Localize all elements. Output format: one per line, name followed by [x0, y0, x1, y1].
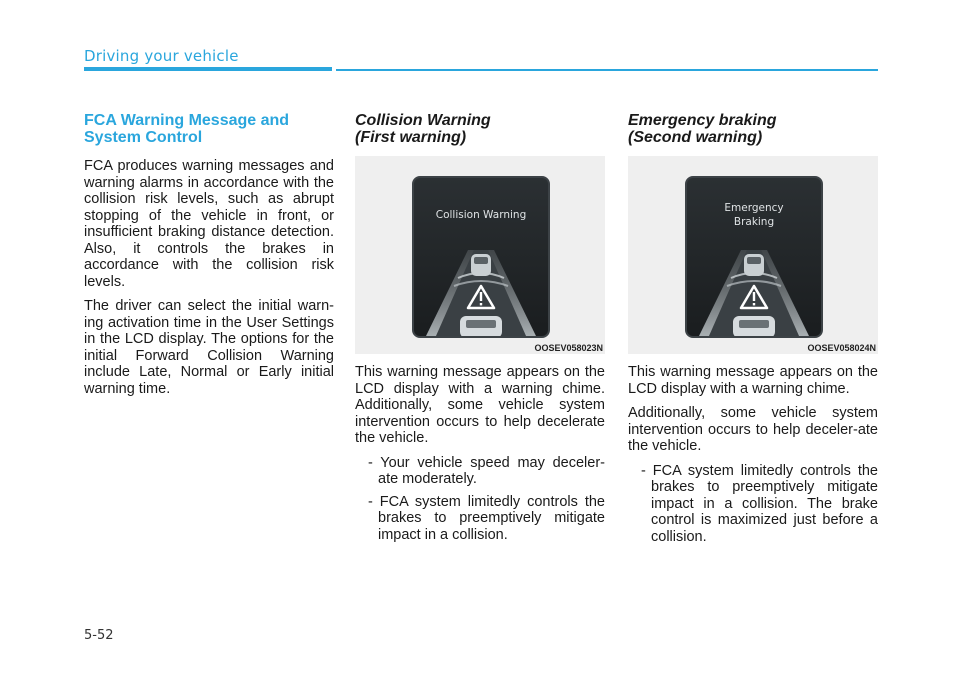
paragraph-1: This warning message appears on the LCD display with a warning chime. Additionally, some vehicle system intervention occurs to help decelerate the vehicle. [355, 364, 605, 446]
car-front-icon [744, 254, 764, 276]
section-title: Driving your vehicle [84, 47, 239, 65]
paragraph-1: This warning message appears on the LCD display with a warning chime. [628, 364, 878, 397]
column-fca-warning [84, 112, 334, 405]
screen-message-line-1: Emergency [724, 202, 784, 214]
figure-emergency-braking [628, 156, 878, 354]
screen-message: Collision Warning [435, 209, 527, 221]
lcd-display [412, 176, 550, 338]
bullet-1: - Your vehicle speed may deceler-ate moderately. [368, 454, 605, 487]
column-collision-warning [355, 112, 605, 549]
heading-emergency-braking [628, 112, 878, 146]
car-front-icon [471, 254, 491, 276]
paragraph-1: FCA produces warning messages and warning alarms in accordance with the collision risk levels, such as abrupt stopping of the vehicle in front, or insufficient braking distance detection. Also, it controls the brakes in accordance with the collision risk levels. [84, 158, 334, 290]
figure-collision-warning [355, 156, 605, 354]
header-rule-thick [84, 67, 332, 71]
header-rule-thin [336, 69, 878, 71]
road-scene [414, 178, 548, 336]
bullet-1: - FCA system limitedly controls the brakes to preemptively mitigate impact in a collision. The brake control is maximized just before a collision. [641, 462, 878, 545]
heading-fca-warning [84, 112, 334, 146]
heading-line-2: System Control [84, 129, 203, 146]
heading-line-2: (Second warning) [628, 129, 763, 146]
bullet-2: - FCA system limitedly controls the brakes to preemptively mitigate impact in a collision. [368, 493, 605, 543]
paragraph-2: Additionally, some vehicle system intervention occurs to help deceler-ate the vehicle. [628, 405, 878, 454]
column-emergency-braking [628, 112, 878, 551]
road-scene [687, 178, 821, 336]
car-rear-icon [460, 316, 502, 336]
heading-line-2: (First warning) [355, 129, 467, 146]
heading-line-1: FCA Warning Message and [84, 112, 290, 129]
heading-line-1: Emergency braking [628, 112, 777, 129]
figure-caption: OOSEV058023N [534, 343, 603, 353]
figure-caption: OOSEV058024N [807, 343, 876, 353]
heading-line-1: Collision Warning [355, 112, 491, 129]
car-rear-icon [733, 316, 775, 336]
paragraph-2: The driver can select the initial warn-ing activation time in the User Settings in the LCD display. The options for the initial Forward Collision Warning include Late, Normal or Early initial warning time. [84, 298, 334, 397]
heading-collision-warning [355, 112, 605, 146]
page-number: 5-52 [84, 628, 114, 643]
lcd-display [685, 176, 823, 338]
screen-message-line-2: Braking [733, 216, 775, 228]
